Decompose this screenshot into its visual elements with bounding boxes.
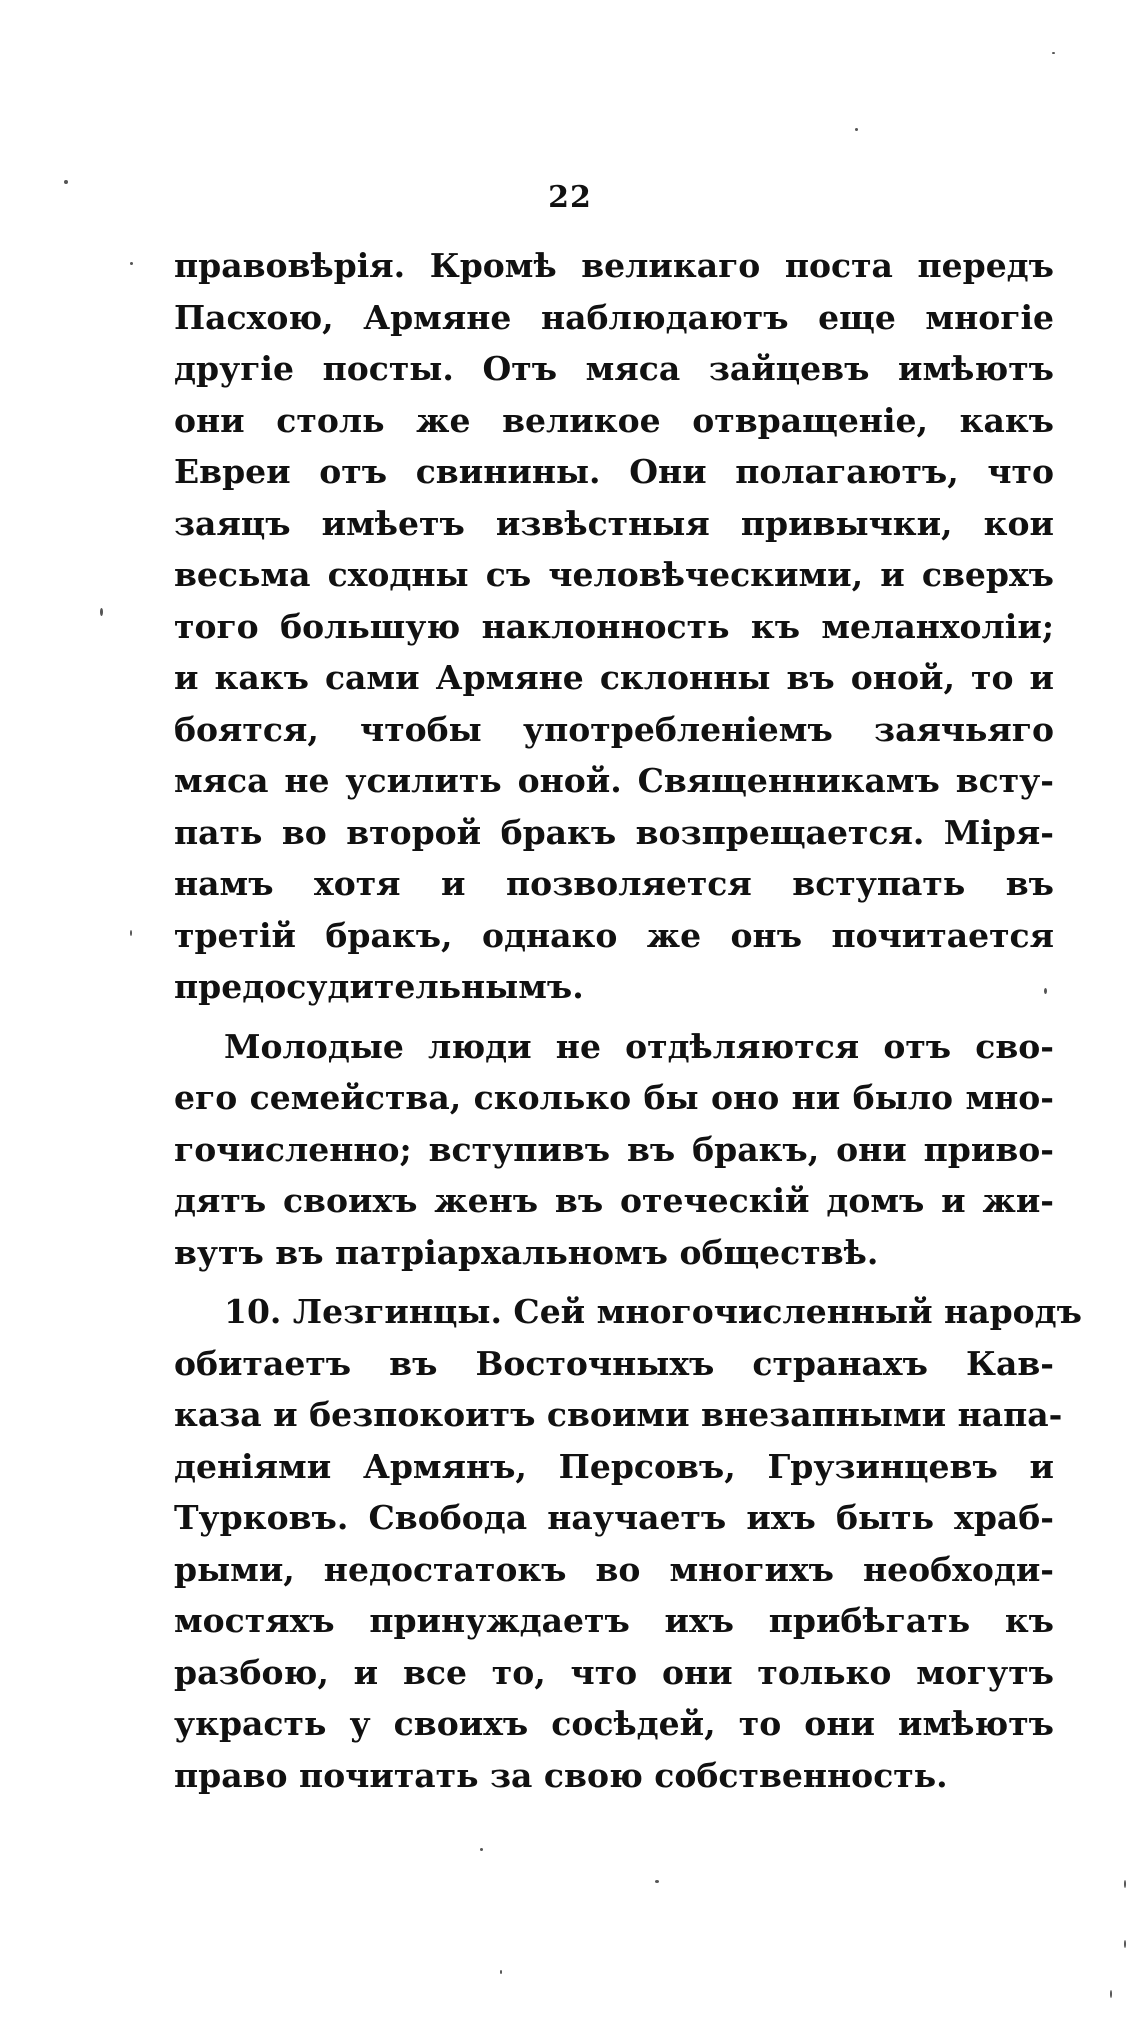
text-line: мостяхъ принуждаетъ ихъ прибѣгать къ bbox=[174, 1601, 1054, 1640]
paragraph-3 bbox=[174, 1286, 1082, 1801]
scan-speck bbox=[1044, 988, 1047, 994]
scan-speck bbox=[855, 128, 858, 131]
body-text bbox=[174, 240, 1082, 1801]
text-line: того большую наклонность къ меланхоліи; bbox=[174, 606, 1054, 646]
text-line: его семейства, сколько бы оно ни было мно- bbox=[174, 1078, 1054, 1117]
scan-speck bbox=[130, 930, 132, 936]
text-line: третій бракъ, однако же онъ почитается bbox=[174, 915, 1054, 955]
text-line: обитаетъ въ Восточныхъ странахъ Кав- bbox=[174, 1343, 1054, 1383]
paragraph-gap bbox=[174, 1278, 1054, 1286]
text-line: Молодые люди не отдѣляются отъ сво- bbox=[224, 1026, 1054, 1066]
paragraph-2 bbox=[174, 1021, 1054, 1279]
text-line: гочисленно; вступивъ въ бракъ, они приво- bbox=[174, 1129, 1054, 1169]
text-line: они столь же великое отвращеніе, какъ bbox=[174, 400, 1054, 440]
text-line: намъ хотя и позволяется вступать въ bbox=[174, 864, 1054, 903]
text-line: предосудительнымъ. bbox=[174, 967, 584, 1006]
text-line: заяцъ имѣетъ извѣстныя привычки, кои bbox=[174, 503, 1054, 543]
text-line: каза и безпокоитъ своими внезапными напа- bbox=[174, 1395, 1063, 1434]
scan-speck bbox=[1052, 52, 1055, 54]
text-line: рыми, недостатокъ во многихъ необходи- bbox=[174, 1549, 1054, 1589]
text-line: весьма сходны съ человѣческими, и сверхъ bbox=[174, 555, 1054, 594]
text-line: боятся, чтобы употребленіемъ заячьяго bbox=[174, 709, 1054, 749]
text-line: мяса не усилить оной. Священникамъ всту- bbox=[174, 761, 1054, 800]
scan-speck bbox=[1124, 1940, 1126, 1948]
text-line: пать во второй бракъ возпрещается. Міря- bbox=[174, 812, 1054, 852]
paragraph-1 bbox=[174, 240, 1054, 1013]
text-line: 10. Лезгинцы. Сей многочисленный народъ bbox=[224, 1292, 1082, 1331]
text-line: дятъ своихъ женъ въ отеческій домъ и жи- bbox=[174, 1181, 1054, 1220]
scan-speck bbox=[500, 1970, 502, 1974]
paragraph-gap bbox=[174, 1013, 1054, 1021]
scan-speck bbox=[1110, 1990, 1112, 1998]
scan-speck bbox=[655, 1880, 659, 1883]
scan-speck bbox=[480, 1848, 483, 1851]
text-line: украсть у своихъ сосѣдей, то они имѣютъ bbox=[174, 1704, 1054, 1743]
text-line: деніями Армянъ, Персовъ, Грузинцевъ и bbox=[174, 1446, 1054, 1486]
scan-speck bbox=[1124, 1880, 1126, 1888]
scan-speck bbox=[130, 262, 133, 265]
text-line: Пасхою, Армяне наблюдаютъ еще многіе bbox=[174, 297, 1054, 337]
scan-speck bbox=[64, 180, 68, 184]
text-line: другіе посты. Отъ мяса зайцевъ имѣютъ bbox=[174, 349, 1054, 388]
text-line: и какъ сами Армяне склонны въ оной, то и bbox=[174, 658, 1054, 697]
text-line: правовѣрія. Кромѣ великаго поста передъ bbox=[174, 246, 1054, 285]
text-line: вутъ въ патріархальномъ обществѣ. bbox=[174, 1232, 879, 1272]
scan-speck bbox=[100, 608, 103, 616]
text-line: разбою, и все то, что они только могутъ bbox=[174, 1652, 1054, 1692]
text-line: право почитать за свою собственность. bbox=[174, 1755, 948, 1795]
page-number: 22 bbox=[548, 180, 592, 215]
text-line: Турковъ. Свобода научаетъ ихъ быть храб- bbox=[174, 1498, 1054, 1537]
text-line: Евреи отъ свинины. Они полагаютъ, что bbox=[174, 452, 1054, 491]
